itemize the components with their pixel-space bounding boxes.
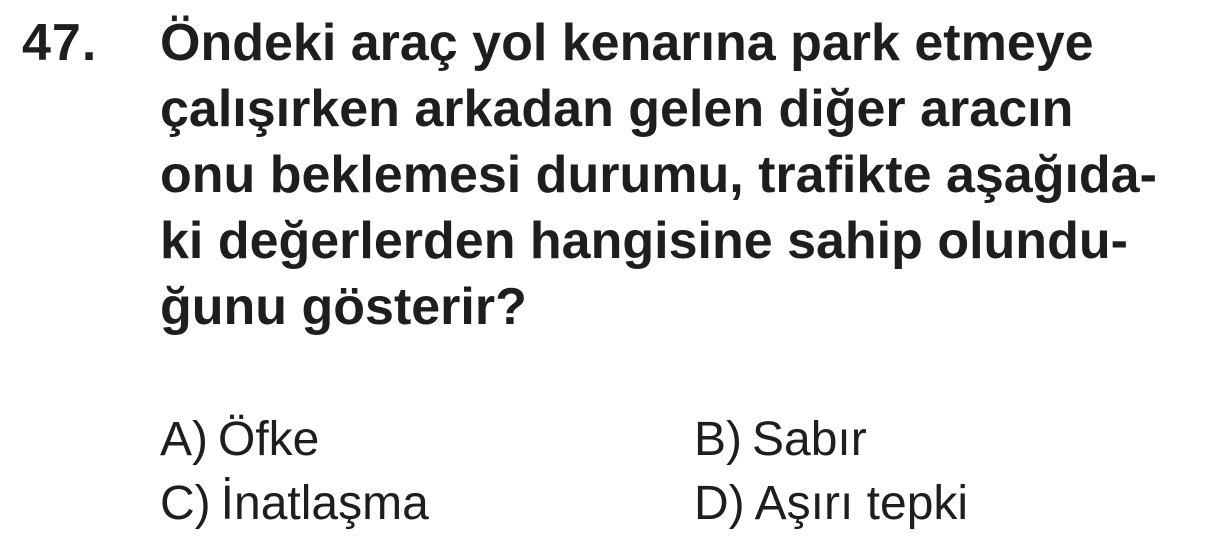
question-stem: [160, 10, 1200, 340]
option-c-letter: C): [160, 477, 211, 530]
option-c[interactable]: [160, 474, 429, 534]
option-a-letter: A): [160, 413, 208, 466]
option-d-text: Aşırı tepki: [754, 477, 969, 530]
question-stem-line: ğunu gösterir?: [160, 278, 527, 336]
option-d[interactable]: [694, 474, 968, 534]
question-number: 47.: [22, 14, 98, 72]
option-a[interactable]: [160, 410, 319, 470]
option-b[interactable]: [694, 410, 867, 470]
option-a-text: Öfke: [218, 413, 320, 466]
question-stem-line: Öndeki araç yol kenarına park etmeye: [160, 14, 1094, 72]
option-c-text: İnatlaşma: [220, 477, 429, 530]
option-d-letter: D): [694, 477, 745, 530]
question-stem-line: onu beklemesi durumu, trafikte aşağıda-: [160, 146, 1157, 204]
option-b-letter: B): [694, 413, 742, 466]
option-b-text: Sabır: [752, 413, 867, 466]
question-stem-line: çalışırken arkadan gelen diğer aracın: [160, 80, 1074, 138]
question-stem-line: ki değerlerden hangisine sahip olundu-: [160, 212, 1128, 270]
